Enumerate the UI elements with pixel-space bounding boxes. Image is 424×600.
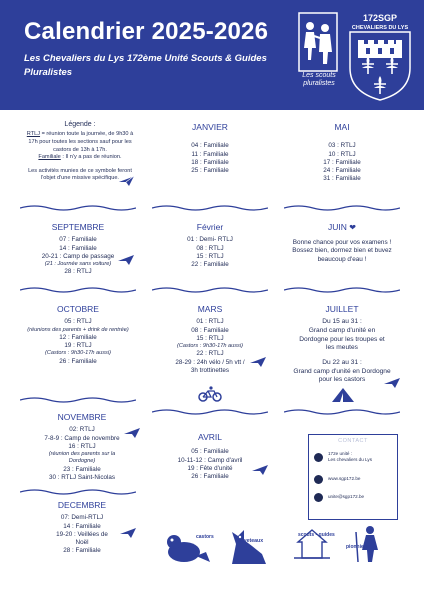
page-title: Calendrier 2025-2026	[24, 18, 269, 45]
event-note: (Castors : 9h30-17h aussi)	[177, 343, 243, 350]
event-line: Noël	[75, 539, 89, 547]
month-name: Février	[196, 222, 224, 232]
month-septembre	[18, 222, 138, 277]
event-line: 17 : Familiale	[323, 158, 361, 166]
contact-unit-line1: 172e unité :	[328, 451, 353, 456]
cyclist-icon	[198, 386, 222, 402]
contact-website-text[interactable]: www.sgp172.be	[328, 476, 361, 482]
event-line: Bonne chance pour vos examens ! Bossez bien, dormez bien et buvez beaucoup d'eau !	[292, 238, 392, 263]
month-name: OCTOBRE	[57, 304, 99, 314]
legend-familiale-key: Familiale	[38, 154, 61, 161]
contact-email-text[interactable]: unite@sgp172.be	[328, 494, 365, 500]
month-name: MARS	[197, 304, 223, 314]
wave-divider	[152, 408, 268, 416]
month-name: DECEMBRE	[57, 500, 107, 510]
event-line: 03 : RTLJ	[328, 142, 356, 150]
month-name	[282, 222, 402, 234]
paper-plane-icon	[120, 528, 136, 538]
event-line: 14 : Familiale	[63, 522, 101, 530]
event-line: 11 : Familiale	[191, 150, 229, 158]
globe-icon	[314, 475, 323, 484]
envelope-icon	[314, 493, 323, 502]
legend-note: Les activités munies de ce symbole feront l'objet d'une missive spécifique.	[28, 167, 132, 182]
event-line: 25 : Familiale	[191, 167, 229, 175]
castors-label: castors	[196, 534, 214, 540]
month-name: JUILLET	[325, 304, 359, 314]
event-line: 05 : RTLJ	[64, 318, 92, 326]
wave-divider	[20, 396, 136, 404]
event-line: 04 : Familiale	[191, 142, 229, 150]
month-name: SEPTEMBRE	[51, 222, 105, 232]
pionniers-label: pionniers	[346, 544, 369, 550]
header-banner	[0, 0, 424, 110]
paper-plane-icon	[384, 378, 400, 388]
event-line: 20-21 : Camp de passage	[41, 252, 115, 260]
paper-plane-icon	[124, 428, 140, 438]
month-fevrier	[150, 222, 270, 269]
event-note: (21 : Journée sans voiture)	[44, 261, 112, 268]
event-line: 19 : RTLJ	[64, 342, 92, 350]
month-name: AVRIL	[198, 432, 222, 442]
person-icon	[314, 453, 323, 462]
month-novembre	[18, 412, 146, 482]
contact-email[interactable]	[314, 493, 364, 502]
paper-plane-icon	[250, 357, 266, 367]
paper-plane-icon	[118, 255, 134, 265]
scouts-guides-label: scouts • guides	[298, 532, 335, 538]
event-line: Du 15 au 31 :	[322, 318, 362, 326]
paper-plane-icon	[252, 465, 268, 475]
event-line: 18 : Familiale	[191, 158, 229, 166]
legend	[22, 120, 138, 183]
logo-label: Les scouts pluralistes	[302, 72, 336, 87]
event-line: 16 : RTLJ	[68, 442, 96, 450]
wave-divider	[284, 408, 400, 416]
wave-divider	[152, 286, 268, 294]
month-name: MAI	[334, 122, 350, 132]
event-line: 14 : Familiale	[59, 244, 97, 252]
month-juillet	[282, 304, 402, 385]
event-line: 23 : Familiale	[63, 465, 101, 473]
heart-icon: ❤	[349, 223, 356, 232]
month-name: NOVEMBRE	[57, 412, 107, 422]
louveteaux-logo	[222, 524, 274, 564]
page-subtitle: Les Chevaliers du Lys 172ème Unité Scouts & Guides Pluralistes	[24, 53, 267, 78]
event-line: Du 22 au 31 :	[322, 359, 362, 367]
legend-title: Légende :	[64, 121, 96, 128]
contact-unit	[314, 451, 372, 464]
event-line: 12 : Familiale	[59, 333, 97, 341]
event-line: 08 : Familiale	[191, 326, 229, 334]
event-line: 05 : Familiale	[191, 448, 229, 456]
month-janvier	[150, 122, 270, 175]
event-line: 15 : RTLJ	[196, 334, 224, 342]
wave-divider	[20, 286, 136, 294]
month-name-text: JUIN	[328, 222, 347, 232]
event-line: 01 : RTLJ	[196, 318, 224, 326]
event-line: 26 : Familiale	[191, 473, 229, 481]
contact-website[interactable]	[314, 475, 360, 484]
wave-divider	[152, 204, 268, 212]
contact-unit-line2: Les chevaliers du Lys	[328, 457, 373, 463]
paper-plane-icon	[118, 176, 134, 186]
contact-box	[308, 434, 398, 520]
month-mai	[282, 122, 402, 184]
event-note: (réunion des parents sur la Dordogne)	[48, 451, 116, 465]
event-line: 26 : Familiale	[59, 357, 97, 365]
wave-divider	[20, 488, 136, 496]
event-line: 02: RTLJ	[69, 426, 95, 434]
event-line: 22 : Familiale	[191, 261, 229, 269]
event-line: 30 : RTLJ Saint-Nicolas	[48, 474, 116, 482]
month-name: JANVIER	[192, 122, 228, 132]
event-line: Grand camp d'unité en Dordogne pour les castors	[293, 367, 391, 384]
event-line: 24 : Familiale	[323, 167, 361, 175]
month-juin	[282, 222, 402, 264]
crest-title: 172SGP	[362, 13, 398, 23]
event-note: (réunions des parents + drink de rentrée)	[27, 326, 129, 333]
wave-divider	[284, 204, 400, 212]
contact-title: CONTACT	[338, 438, 368, 444]
event-note: (Castors : 9h30-17h aussi)	[45, 350, 111, 357]
event-line: 28 : Familiale	[63, 547, 101, 555]
event-line: 10-11-12 : Camp d'avril	[177, 456, 243, 464]
legend-familiale-text: : Il n'y a pas de réunion.	[60, 154, 122, 161]
event-line: 15 : RTLJ	[196, 252, 224, 260]
event-line: 7-8-9 : Camp de novembre	[44, 434, 120, 442]
event-line: 22 : RTLJ	[196, 350, 224, 358]
event-line: 28-29 : 24h vélo / 5h vtt /	[175, 358, 245, 366]
wave-divider	[20, 204, 136, 212]
event-line: 08 : RTLJ	[196, 244, 224, 252]
event-line: 28 : RTLJ	[64, 268, 92, 276]
event-line: 31 : Familiale	[323, 175, 361, 183]
louveteaux-label: louveteaux	[236, 538, 264, 544]
event-line: 19 : Fête d'unité	[187, 464, 233, 472]
crest-subtitle: CHEVALIERS DU LYS	[351, 25, 409, 31]
event-line: 19-20 : Veillées de	[56, 530, 108, 538]
legend-rtlj-key: RTLJ	[26, 131, 41, 138]
event-line: 3h trottinettes	[190, 367, 230, 375]
event-line: 07 : Familiale	[59, 236, 97, 244]
event-line: 07: Demi-RTLJ	[60, 514, 104, 522]
event-line: Grand camp d'unité en Dordogne pour les troupes et les meutes	[299, 326, 385, 352]
event-line: 01 : Demi- RTLJ	[187, 236, 233, 244]
month-octobre	[18, 304, 138, 366]
event-line: 10 : RTLJ	[328, 150, 356, 158]
wave-divider	[284, 286, 400, 294]
tent-icon	[332, 388, 354, 402]
legend-rtlj-text: = réunion toute la journée, de 9h30 à 17h pour toutes les sections sauf pour les castors de 13h à 17h.	[28, 131, 134, 153]
